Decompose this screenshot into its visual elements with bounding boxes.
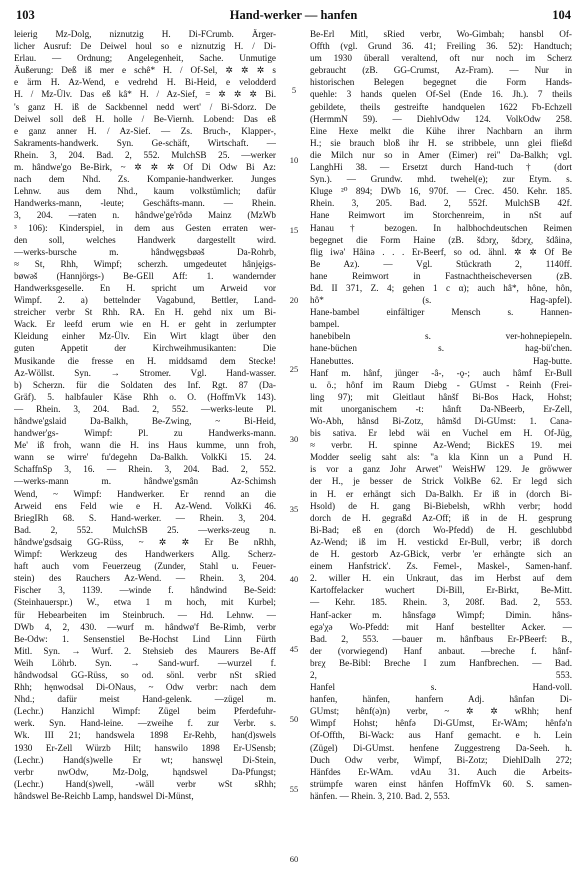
text-line: hândwe'gsdsaig GG-Rüss, ~ ✲ ✲ Er Be nRhh, [14, 536, 276, 547]
text-line: — Rhein. 3, 204. Bad. 2, 552. —werks-leute Pl. [14, 403, 276, 414]
text-line: Hanf m. hânf, jünger -â-, -ǫ-; auch hâmf Er-Bull [310, 367, 572, 378]
text-line: Offth (vgl. Grund 36. 41; Freiling 36. 52): Handtuch; [310, 41, 572, 52]
line-number: 5 [291, 84, 297, 95]
text-line: (Lechr.) Hanzichl Wimpf: Zügel beim Pferdefuhr- [14, 706, 276, 717]
text-line: hândwe'gslaid Da-Balkh, Be-Zwing, ~ Bi-Heid, [14, 416, 276, 426]
text-line: hândwodsəl GG-Rüss, so od. sönl. verbr nSt sRied [14, 669, 276, 680]
text-line: (Zügel) Di-GUmst. henfene Zuggestreng Da-Seeh. h. [310, 742, 572, 753]
text-line: mit unorganischem -t: hânft Da-NBeerb, Er-Zell, [310, 403, 572, 414]
text-line: Sakraments-handwerk. Syn. Ge-schäft, Wirtschaft. — [14, 137, 276, 148]
text-line: 3, 204. —raten n. hândwe'ge'rôdə Mainz (MzWb [14, 210, 276, 221]
text-line: flig iwə' Hâinə . . . Er-Beerf, so od. ähnl. ✲ ✲ Of Be [310, 246, 572, 257]
text-line: gebildete, theils gestreifte handquelen 1622 Fb-Echzell [310, 101, 572, 112]
text-line: ≈ St, Rhh, Wimpf; scherzh. umgedeutet hânjęigs- [14, 258, 276, 269]
text-line: (Lechr.) Hand(s)well, -wäll verbr wSt sRhh; [14, 778, 276, 789]
text-line: gebraucht (zB. GG-Crumst, Az-Fram). — Nur in [310, 65, 572, 76]
text-line: Be-Odw: 1. Sensenstiel Be-Hochst Lind Linn Fürth [14, 633, 276, 644]
text-line: einem Hanfstrick'. Zs. Femel-, Maskel-, Samen-hanf. [310, 561, 572, 572]
text-line: H. / Mz-Ülv. Das eß kâ* H. / Az-Sief, = ✲ ✲ ✲ Bi. [14, 89, 276, 100]
text-line: hanebibeln s. ver-hohnepiepeln. [310, 331, 572, 342]
text-line: (Lechr.) Hand(s)welle Er wt; hanswęl Di-Stein, [14, 754, 276, 765]
line-number: 45 [289, 643, 299, 654]
line-number: 40 [289, 574, 299, 585]
left-page-number: 103 [16, 8, 35, 22]
text-line: Kluge ²⁰ 894; DWb 16, 970f. — Crec. 450. Kehr. 185. [310, 186, 572, 197]
text-line: Musikande die fresse en H. middsamd dem Stecke! [14, 355, 276, 366]
text-line: —werks-mann m. hândwe'gsmân Az-Schimsh [14, 476, 276, 487]
text-line: werk. Syn. Hand-leine. —zweihe f. zur Verbr. s. [14, 718, 276, 729]
text-line: Hanau † bezogen. In halbhochdeutschen Reimen [310, 222, 572, 233]
text-line: —werks-bursche m. hândwęgsbøəš Da-Rohrb, [14, 246, 276, 257]
text-line: licher Ausruf: De Deiwel houl so e niznutzig H. / Di- [14, 41, 276, 52]
text-line: Rhein. 3, 204. Bad. 2, 552. MulchSB 25. —werker [14, 149, 276, 160]
text-line: die Milch nur so in Amer (Eimer) rei" Da-Balkh; vgl. [310, 149, 572, 160]
text-line: Rhh; hęnwodsəl Di-ONaus, ~ Odw verbr: nach dem [14, 682, 276, 693]
text-line: guten Appetit der Kirchweihmusikanten: Die [14, 343, 276, 354]
text-line: Az-Wend; iß im H. vestickd Er-Bull, verbr; iß dorch [310, 536, 572, 547]
text-line: den soll, welches Handwerk dargestellt wird. [14, 234, 276, 245]
text-line: der H., je besser de Strick VolkBe 62. Er legd sich [310, 476, 572, 487]
text-line: Bd. II 371, Z. 4; gehen 1 c α); auch hâ*, hône, hôn, [310, 282, 572, 293]
text-line: m. hândwe'go Be-Birk, ~ ✲ ✲ ✲ Of Di Odw Bi Az: [14, 162, 276, 173]
text-line: Duch Odw verbr, Wimpf, Bi-Zotz; DiehlDalh 272; [310, 754, 572, 765]
line-number: 10 [289, 154, 299, 165]
text-line: wann se wirre' fu'degehn Da-Balkh. VolkKi 15. 24. [14, 452, 276, 463]
text-line: Kleidung einher Mz-Ülv. Ein Wirt klagt über den [14, 331, 276, 342]
right-column [310, 28, 572, 866]
text-line: leierig Mz-Dolg, niznutzig H. Di-FCrumb. Ärger- [14, 29, 276, 39]
text-line: ≈ verbr. H. spinne Az-Wend; BickES 19. mei [310, 440, 572, 451]
line-number: 50 [289, 713, 299, 724]
text-line: LanghHi 38. — Ersetzt durch Hand-tuch † (dort [310, 162, 572, 173]
text-line: Deiwel soll deß H. holle / Be-Viernh. Lobend: Das eß [14, 113, 276, 124]
text-line: Wk. III 21; handswela 1898 Er-Rehb, han(d)swels [14, 730, 276, 741]
text-line: der (vorwiegend) Hanf anbaut. —breche f. hânf- [310, 645, 572, 656]
line-number: 15 [289, 224, 299, 235]
text-line: Bad. 2, 553. —bauer m. hânfbaus Er-PBeerf: B., [310, 633, 572, 644]
text-line: begegnet die Form Haine (zB. šdɔrχ, šdɔrχ, šdâinə, [310, 234, 572, 245]
text-line: brεχ Be-Bibl: Breche I zum Hanfbrechen. — Bad. [310, 657, 572, 668]
text-line: Arweid ens Feld wie e H. Az-Wend. VolkKi 46. [14, 500, 276, 511]
text-line: bis sativa. Er lebd wäi en Vuchel em H. Of-Jüg, [310, 428, 572, 439]
text-line: Be-Erl Mitl, sRied verbr, Wo-Gimbah; hansbl Of- [310, 29, 572, 39]
text-line: Lehnw. aus dem Nhd., kaum volkstümlich; dafür [14, 186, 276, 197]
text-line: quehle: 3 hands quelen Of-Sel (Ende 16. Jh.). 7 theils [310, 89, 572, 100]
text-line: Rhein. 3, 205. Bad. 2, 552f. MulchSB 42f. [310, 198, 572, 209]
text-line: Hane Reimwort im Storchenreim, in nSt auf [310, 210, 572, 221]
text-line: Wimpf: Werkzeug des Handwerkers Allg. Scherz- [14, 549, 276, 560]
text-line: Wimpf. 2. a) bettelnder Vagabund, Bettler, Land- [14, 295, 276, 306]
text-line: Of-Offth, Bi-Wack: aus Hanf gemacht. e h. Lein [310, 730, 572, 741]
text-line: nach dem Nhd. Zs. Kompanie-handwerker. Junges [14, 174, 276, 185]
text-line: u. ö.; hônf im Raum Diebg - GUmst - Reinh (Frei- [310, 379, 572, 390]
text-line: Modder seelig saht als: "a kla Kinn un a Pund H. [310, 452, 572, 463]
text-line: Kartoffelacker wuchert Di-Bill, Er-Birkt, Be-Mitt. [310, 585, 572, 596]
text-line: hô* (s. Hag-apfel). [310, 295, 572, 306]
text-line: 1930 Er-Zell Würzb Hilt; hanswilo 1898 Er-USensb; [14, 742, 276, 753]
text-line: strümpfe waren einst hänfen HoffmVk 60. S. samen- [310, 778, 572, 789]
text-line: dorch de H. gegraßd Az-Off; iß in de H. gesprung [310, 512, 572, 523]
text-line: Wack. Er leefd erum wie en H. er geht in zerlumpter [14, 319, 276, 330]
text-line: Be Az). — Vgl. Stückrath 2, 1140ff. [310, 258, 572, 269]
text-line: verbr nwOdw, Mz-Dolg, hąndswel Da-Pfungst; [14, 766, 276, 777]
text-line: H.; sie brauch bloß ihr H. se stribbele, unn glei fließd [310, 137, 572, 148]
text-line: 2, 553. [310, 669, 572, 680]
running-header [16, 8, 571, 24]
text-line: in H. er erhängt sich Da-Balkh. Er iß in (dorch Bi- [310, 488, 572, 499]
text-line: hane Reimwort in Fastnachtheischeversen (zB. [310, 270, 572, 281]
text-line: ³ 106): Kinderspiel, in dem aus Gesten erraten wer- [14, 222, 276, 233]
text-line: Handwerks-mann, -leute; Geschäfts-mann. — Rhein. [14, 198, 276, 209]
text-line: Erlau. — Ordnung; Angelegenheit, Sache. Unmutige [14, 53, 276, 64]
text-line: is vor a ganz Johr Arwet" WeisHW 129. Je gröwwer [310, 464, 572, 475]
text-line: DWb 4, 2, 430. —wurf m. hândwø'f Be-Rimb, verbr [14, 621, 276, 632]
text-line: für Hebearbeiten im Steinbruch. — Hd. Lehnw. — [14, 609, 276, 620]
text-line: de H. gestorb Az-GBick, verbr 'er erhängte sich an [310, 549, 572, 560]
text-line: Bad. 2, 552. MulchSB 25. —werks-zeug n. [14, 524, 276, 535]
text-line: hänfen. — Rhein. 3, 210. Bad. 2, 553. [310, 790, 450, 801]
text-line: BriegIRh 68. S. Hand-werker. — Rhein. 3, 204. [14, 512, 276, 523]
text-line: haft auch vom Feuerzeug (Zunder, Stahl u. Feuer- [14, 561, 276, 572]
text-line: bampel. [310, 319, 340, 330]
text-line: bøwəš (Hannjörgs-) Be-GEll Aff: 1. wandernder [14, 270, 276, 281]
text-line: hane-büchen s. hag-bü'chen. [310, 343, 572, 354]
text-line: Wimpf Hohst; hênfə Di-GUmst, Er-WAm; hênfə'n [310, 718, 572, 729]
text-line: b) Scherzn. für die Soldaten des Inf. Rgt. 87 (Da- [14, 379, 276, 390]
text-line: — Kehr. 185. Rhein. 3, 208f. Bad. 2, 553. [310, 597, 572, 608]
text-line: Hane-bambel einfältiger Mensch s. Hannen- [310, 307, 572, 318]
line-number: 30 [289, 434, 299, 445]
text-line: Hanf-acker m. hânsfagø Wimpf; Dimin. hâns- [310, 609, 572, 620]
line-number: 20 [289, 294, 299, 305]
text-line: Wo-Abh, hânsd Bi-Zotz, hâmšd Di-GUmst: 1. Cana- [310, 416, 572, 426]
text-line: ling 97); mit Gleitlaut hânšf Bi-Bos Hack, Hohst; [310, 391, 572, 402]
text-line: Syn.). — Grundw. mhd. twehel(e); zur Etym. s. [310, 174, 572, 185]
line-number: 25 [289, 364, 299, 375]
text-line: Hsold) de H. gang Bi-Biebelsh, wRhh verbr; hodd [310, 500, 572, 511]
text-line: Me' iß froh, wann die H. ins Haus kumme, unn froh, [14, 440, 276, 451]
text-line: GUmst; hênf(ə)n) verbr, ~ ✲ ✲ wRhh; henf [310, 706, 572, 717]
text-line: handwer'gs- Wimpf: Pl. zu Handwerks-mann. [14, 428, 276, 439]
text-line: Gräf). 5. halbfauler Käse Rhh o. O. (HoffmVk 143). [14, 391, 276, 402]
text-line: 2. willer H. ein Unkraut, das im Herbst auf dem [310, 573, 572, 584]
text-line: hanfen, hänfen, hanfern Adj. hânfən Di- [310, 694, 572, 705]
text-line: 's ganz H. iß de Sackbennel nedd wert' / Bi-Sdorz. De [14, 101, 276, 112]
running-title: Hand-werker — hanfen [229, 8, 358, 22]
text-line: Handwerksgeselle. En H. spricht um Arweid vor [14, 282, 276, 293]
text-line: Hanfel s. Hand-voll. [310, 682, 572, 693]
text-line: streicher verbr St Rhh. RA. En H. gehd nix um Bi- [14, 307, 276, 318]
text-line: (HermmN 59). — DiehlvOdw 124. VolkOdw 258. [310, 113, 572, 124]
text-line: Hänfdes Er-WAm. vdAu 31. Auch die Arbeits- [310, 766, 572, 777]
line-number: 55 [289, 783, 299, 794]
text-line: stein) des Rauchers Az-Wend. — Rhein. 3, 204. [14, 573, 276, 584]
text-line: um 1930 überall veraltend, oft nur noch im Scherz [310, 53, 572, 64]
line-number: 35 [289, 504, 299, 515]
text-line: Fischer 3, 1139. —winde f. hândwind Be-Seid: [14, 585, 276, 596]
text-line: historischen Belegen begegnet die Form Hands- [310, 77, 572, 88]
text-line: Mitl. Syn. → Wurf. 2. Stehsieb des Maurers Be-Aff [14, 645, 276, 656]
text-line: (Steinhauerspr.) W., etwa 1 m hoch, mit Kurbel; [14, 597, 276, 608]
left-column [14, 28, 276, 866]
text-line: Eine Hexe melkt die Kühe ihrer Nachbarn an ihrm [310, 125, 572, 136]
text-line: Nhd.; dafür meist Hand-gelenk. —zügel m. [14, 694, 276, 705]
text-line: e ganz anner H. / Az-Sief. — Zs. Bruch-, Klapper-, [14, 125, 276, 136]
text-line: Hanebuttes. Hag-butte. [310, 355, 572, 366]
text-line: Bi-Bad; eß en (dorch Wo-Pfedd) de H. geschlubbd [310, 524, 572, 535]
text-line: Äußerung: Deß iß mer e schê* H. / Of-Sel, ✲ ✲ ✲ s [14, 65, 276, 76]
text-line: e ärm H. Az-Wend, e vedrehd H. Bi-Heid, e velodderd [14, 77, 276, 88]
text-line: SchaffnSp 3, 16. — Rhein. 3, 204. Bad. 2, 552. [14, 464, 276, 475]
line-number: 60 [289, 853, 299, 864]
text-line: Az-Wöllst. Syn. → Stromer. Vgl. Hand-wasser. [14, 367, 276, 378]
text-line: hândswel Be-Reichb Lamp, handswel Di-Münst, [14, 790, 194, 801]
right-page-number: 104 [552, 8, 571, 22]
text-line: Weih Löhrb. Syn. → Sand-wurf. —wurzel f. [14, 657, 276, 668]
text-line: egə'χə Wo-Pfedd: mit Hanf bestellter Acker. — [310, 621, 572, 632]
text-line: Wend, ~ Wimpf: Handwerker. Er rennd an die [14, 488, 276, 499]
